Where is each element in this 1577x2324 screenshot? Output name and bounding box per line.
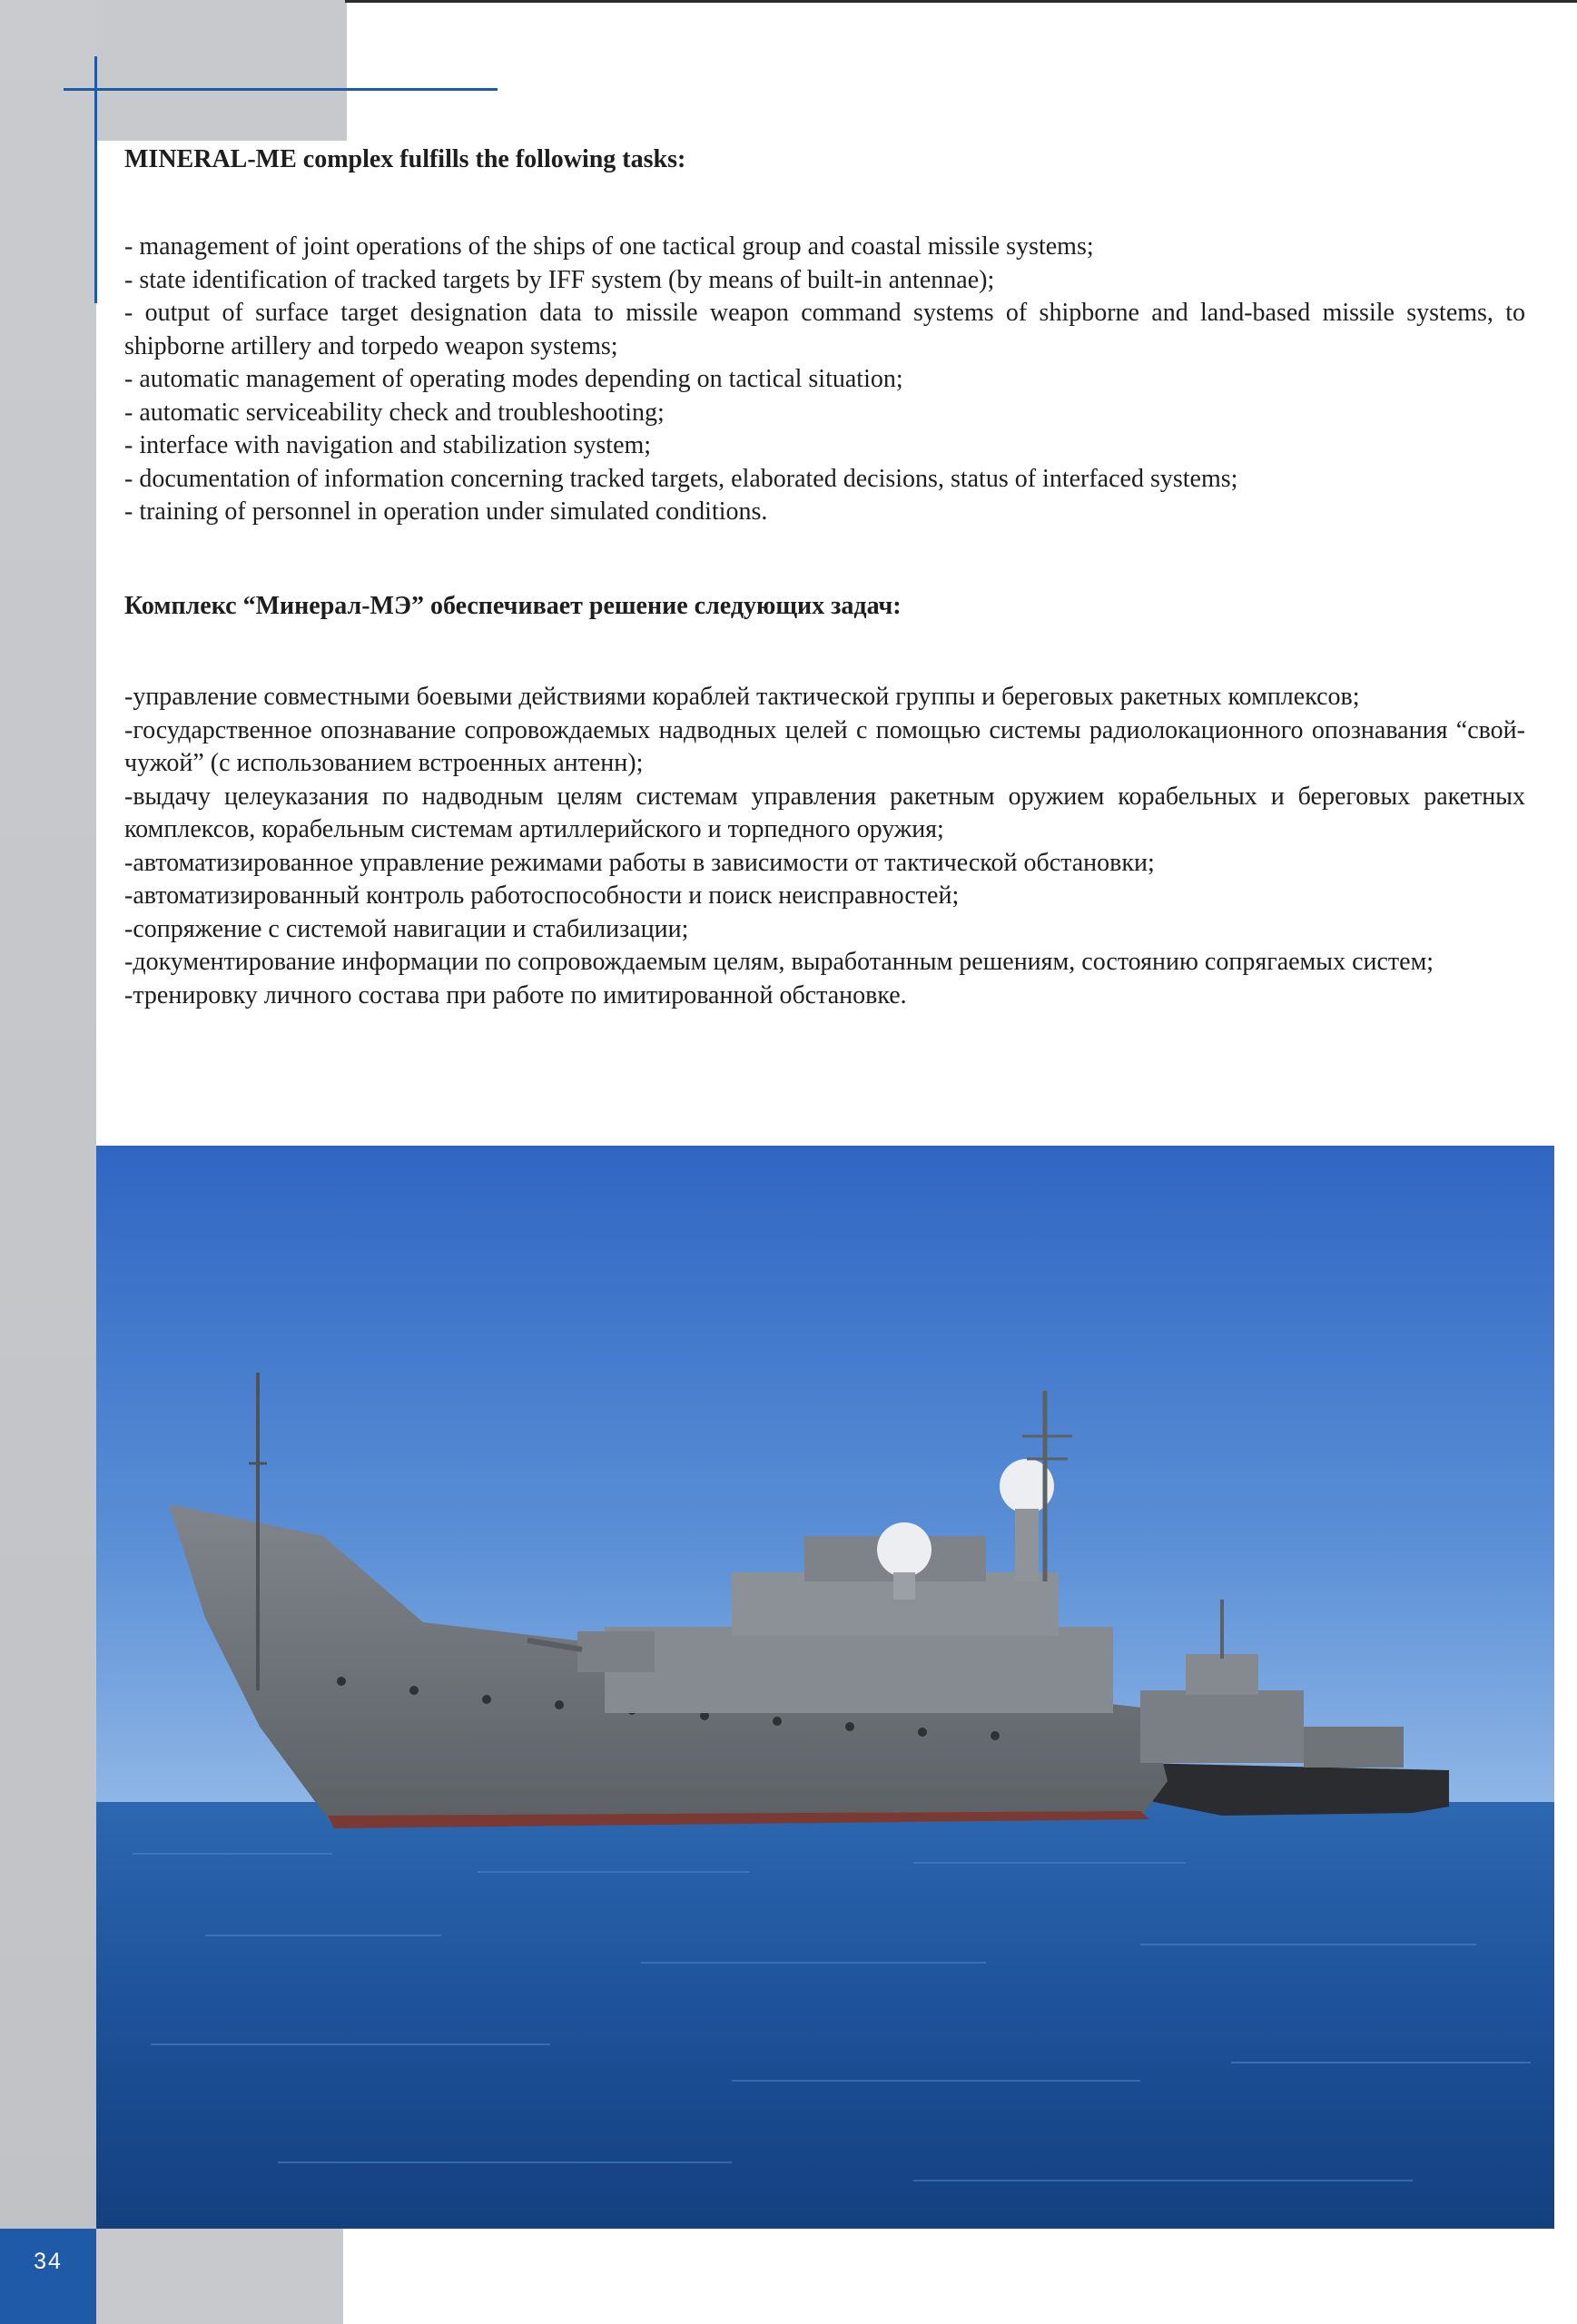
list-item: - state identification of tracked targets by IFF system (by means of built-in antennae); — [124, 265, 995, 294]
list-item: - interface with navigation and stabilization system; — [124, 431, 652, 459]
warship-illustration — [96, 1146, 1554, 2229]
left-margin-band — [0, 0, 96, 2324]
crosshair-vertical-line — [94, 56, 97, 303]
list-item: -выдачу целеуказания по надводным целям системам управления ракетным оружием корабельных и береговых ракетных комплексов, корабельным системам артиллерийского и торпедного оружия; — [124, 782, 1525, 843]
aft-launchers — [1140, 1690, 1304, 1763]
top-gray-band — [96, 0, 347, 141]
list-item: - management of joint operations of the ships of one tactical group and coastal missile systems; — [124, 232, 1094, 261]
list-item: - documentation of information concerning tracked targets, elaborated decisions, status of interfaced systems; — [124, 464, 1238, 493]
list-item: -сопряжение с системой навигации и стабилизации; — [124, 914, 689, 943]
ship-stern — [1140, 1763, 1449, 1816]
list-item: - automatic serviceability check and troubleshooting; — [124, 398, 665, 427]
russian-heading: Комплекс “Минерал-МЭ” обеспечивает решение следующих задач: — [124, 592, 902, 620]
sea — [96, 1802, 1554, 2229]
russian-task-list — [124, 681, 1525, 1012]
superstructure-lower — [605, 1627, 1113, 1713]
list-item: -документирование информации по сопровождаемым целям, выработанным решениям, состоянию сопрягаемых систем; — [124, 948, 1434, 976]
list-item: - training of personnel in operation under simulated conditions. — [124, 497, 768, 526]
list-item: - automatic management of operating modes depending on tactical situation; — [124, 365, 903, 393]
english-task-list — [124, 231, 1525, 529]
page-number: 34 — [0, 2229, 96, 2324]
gun-turret — [577, 1631, 655, 1672]
bottom-gray-band — [96, 2229, 343, 2324]
russian-section — [124, 592, 1525, 1012]
radome-left — [877, 1522, 931, 1577]
list-item: -государственное опознавание сопровождаемых надводных целей с помощью системы радиолокационного опознавания “свой-чужой” (с использованием встроенных антенн); — [124, 715, 1525, 777]
list-item: -автоматизированный контроль работоспособности и поиск неисправностей; — [124, 881, 960, 910]
top-rule — [345, 0, 1577, 3]
warship-photo — [96, 1146, 1554, 2229]
crosshair-horizontal-line — [64, 88, 498, 91]
list-item: -автоматизированное управление режимами работы в зависимости от тактической обстановки; — [124, 848, 1155, 877]
aft-deckhouse — [1304, 1727, 1404, 1768]
list-item: -управление совместными боевыми действиями кораблей тактической группы и береговых ракетных комплексов; — [124, 683, 1360, 711]
english-heading: MINERAL-ME complex fulfills the following tasks: — [124, 145, 686, 173]
list-item: - output of surface target designation data to missile weapon command systems of shipborne and land-based missile systems, to shipborne artillery and torpedo weapon systems; — [124, 299, 1525, 360]
list-item: -тренировку личного состава при работе по имитированной обстановке. — [124, 980, 907, 1009]
english-section — [124, 145, 1525, 529]
